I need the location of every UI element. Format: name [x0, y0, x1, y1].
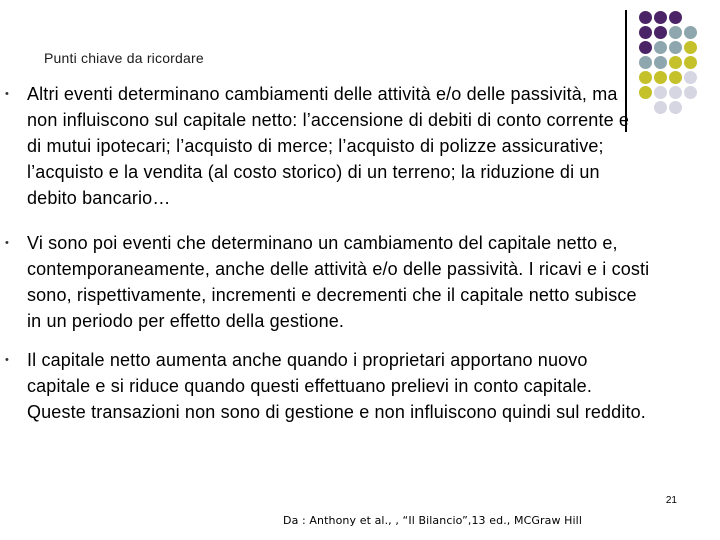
- bullet-item: [5, 347, 655, 425]
- source-citation: Da : Anthony et al., , “Il Bilancio”,13 ed., MCGraw Hill: [283, 514, 582, 527]
- bullet-item: [5, 230, 655, 334]
- bullet-dot-icon: •: [5, 354, 10, 366]
- bullet-text: Il capitale netto aumenta anche quando i proprietari apportano nuovo capitale e si riduce quando questi effettuano prelievi in conto capitale. Queste transazioni non sono di gestione e non influiscono quindi sul reddito.: [27, 350, 646, 422]
- page-number: 21: [665, 495, 677, 506]
- bullet-text: Vi sono poi eventi che determinano un cambiamento del capitale netto e, contemporaneamente, anche delle attività e/o delle passività. I ricavi e i costi sono, rispettivamente, incrementi e decrementi che il capitale netto subisce in un periodo per effetto della gestione.: [27, 233, 650, 331]
- slide-subtitle: Punti chiave da ricordare: [44, 50, 204, 66]
- bullet-text: Altri eventi determinano cambiamenti delle attività e/o delle passività, ma non influiscono sul capitale netto: l’accensione di debiti di conto corrente e di mutui ipotecari; l’acquisto di merce; l’acquisto di polizze assicurative; l’acquisto e la vendita (al costo storico) di un terreno; la riduzione di un debito bancario…: [27, 84, 630, 208]
- bullet-dot-icon: •: [5, 237, 10, 249]
- bullet-item: [5, 81, 639, 211]
- bullet-dot-icon: •: [5, 88, 10, 100]
